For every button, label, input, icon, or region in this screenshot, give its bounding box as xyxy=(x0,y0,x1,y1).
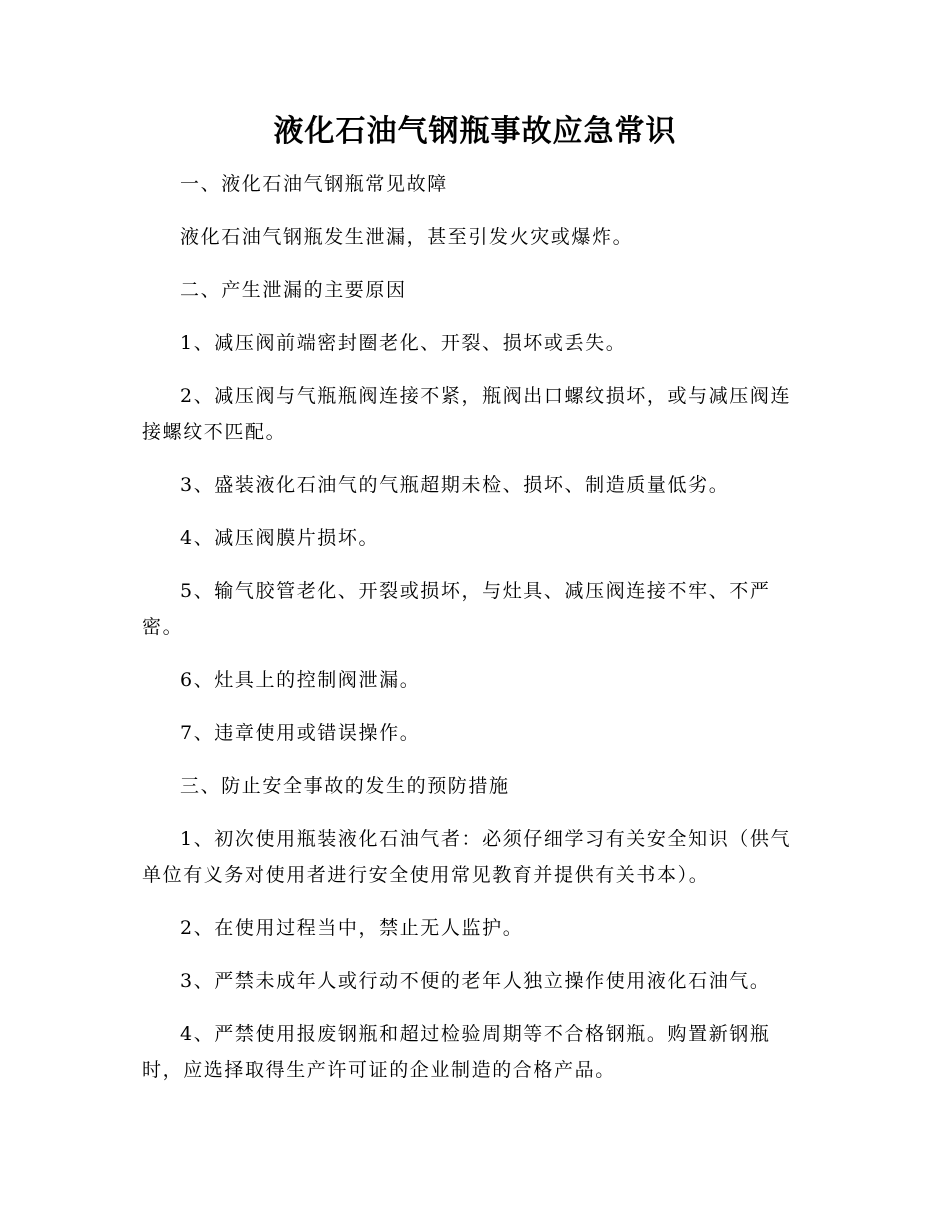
list-item: 1、初次使用瓶装液化石油气者：必须仔细学习有关安全知识（供气单位有义务对使用者进行安全使用常见教育并提供有关书本）。 xyxy=(142,828,792,886)
list-item: 4、严禁使用报废钢瓶和超过检验周期等不合格钢瓶。购置新钢瓶时，应选择取得生产许可证的企业制造的合格产品。 xyxy=(142,1023,771,1081)
page-title: 液化石油气钢瓶事故应急常识 xyxy=(273,114,677,149)
list-item: 6、灶具上的控制阀泄漏。 xyxy=(180,669,421,691)
list-item: 1、减压阀前端密封圈老化、开裂、损坏或丢失。 xyxy=(180,332,627,354)
list-item: 4、减压阀膜片损坏。 xyxy=(180,527,380,549)
list-item: 2、减压阀与气瓶瓶阀连接不紧，瓶阀出口螺纹损坏，或与减压阀连接螺纹不匹配。 xyxy=(142,385,792,443)
list-item: 3、盛装液化石油气的气瓶超期未检、损坏、制造质量低劣。 xyxy=(180,474,730,496)
paragraph: 液化石油气钢瓶发生泄漏，甚至引发火灾或爆炸。 xyxy=(180,226,634,248)
section-heading-1: 一、液化石油气钢瓶常见故障 xyxy=(180,173,448,195)
list-item: 2、在使用过程当中，禁止无人监护。 xyxy=(180,917,524,939)
list-item: 7、违章使用或错误操作。 xyxy=(180,722,421,744)
list-item: 3、严禁未成年人或行动不便的老年人独立操作使用液化石油气。 xyxy=(180,970,771,992)
section-heading-3: 三、防止安全事故的发生的预防措施 xyxy=(180,775,510,797)
document-body xyxy=(142,166,808,1105)
section-heading-2: 二、产生泄漏的主要原因 xyxy=(180,279,407,301)
list-item: 5、输气胶管老化、开裂或损坏，与灶具、减压阀连接不牢、不严密。 xyxy=(142,580,771,638)
